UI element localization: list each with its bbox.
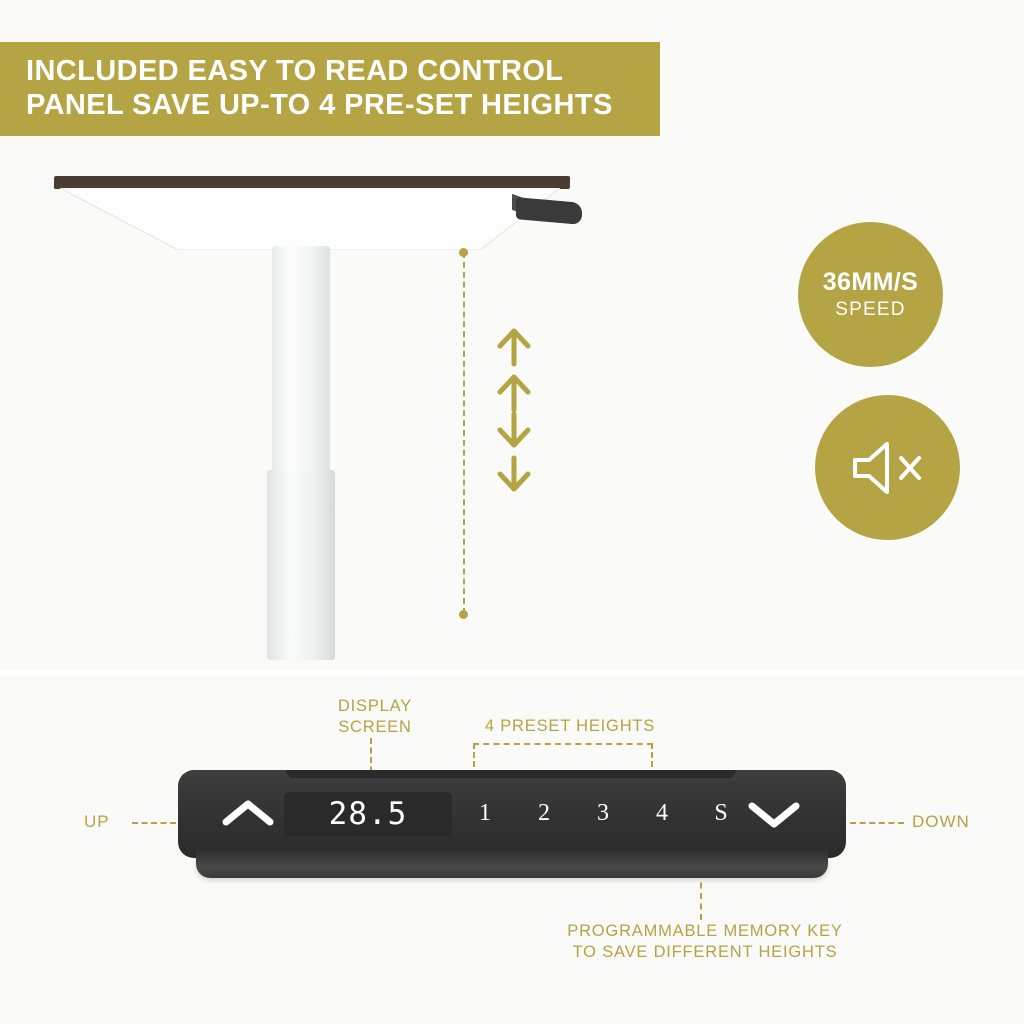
preset-key-1[interactable]: 1	[479, 800, 491, 826]
memory-save-key[interactable]: S	[714, 800, 728, 826]
up-connector-dash	[132, 822, 176, 824]
headline-line-2: PANEL SAVE UP-TO 4 PRE-SET HEIGHTS	[26, 89, 613, 122]
speed-label: SPEED	[835, 299, 906, 320]
desk-leg-lower	[267, 470, 335, 660]
chevron-down-icon[interactable]	[746, 798, 802, 830]
desk-underside	[60, 188, 560, 250]
display-screen-callout-line-2: SCREEN	[338, 718, 412, 737]
preset-bracket	[473, 743, 653, 767]
chevron-up-icon[interactable]	[220, 798, 276, 830]
preset-heights-callout: 4 PRESET HEIGHTS	[484, 717, 656, 735]
preset-key-4[interactable]: 4	[656, 800, 668, 826]
memory-key-callout	[510, 921, 900, 964]
speed-badge	[798, 222, 943, 367]
quiet-badge	[815, 395, 960, 540]
memory-key-callout-line-2: TO SAVE DIFFERENT HEIGHTS	[572, 943, 838, 962]
bottom-panel	[0, 676, 1024, 1024]
memory-key-callout-line-1: PROGRAMMABLE MEMORY KEY	[567, 922, 843, 940]
memory-connector-dash	[700, 872, 702, 920]
control-panel-notch	[286, 770, 736, 778]
headline-line-1: INCLUDED EASY TO READ CONTROL	[26, 55, 564, 87]
speaker-mute-icon	[847, 436, 929, 500]
preset-key-2[interactable]: 2	[538, 800, 550, 826]
control-panel-base	[196, 850, 828, 878]
preset-key-3[interactable]: 3	[597, 800, 609, 826]
desk-leg-upper	[272, 246, 330, 476]
up-callout: UP	[84, 812, 110, 831]
down-connector-dash	[850, 822, 904, 824]
travel-dashed-line	[463, 252, 465, 614]
down-callout: DOWN	[912, 812, 970, 831]
display-screen-callout	[300, 696, 450, 739]
preset-key-row	[468, 800, 738, 827]
up-down-arrows-icon	[492, 326, 536, 496]
display-screen	[284, 792, 452, 836]
display-value: 28.5	[328, 796, 408, 832]
headline-banner	[0, 42, 660, 136]
travel-dot-bottom	[459, 610, 468, 619]
display-screen-callout-line-1: DISPLAY	[337, 697, 413, 715]
speed-value: 36MM/S	[822, 268, 919, 296]
control-panel-device	[178, 770, 846, 876]
